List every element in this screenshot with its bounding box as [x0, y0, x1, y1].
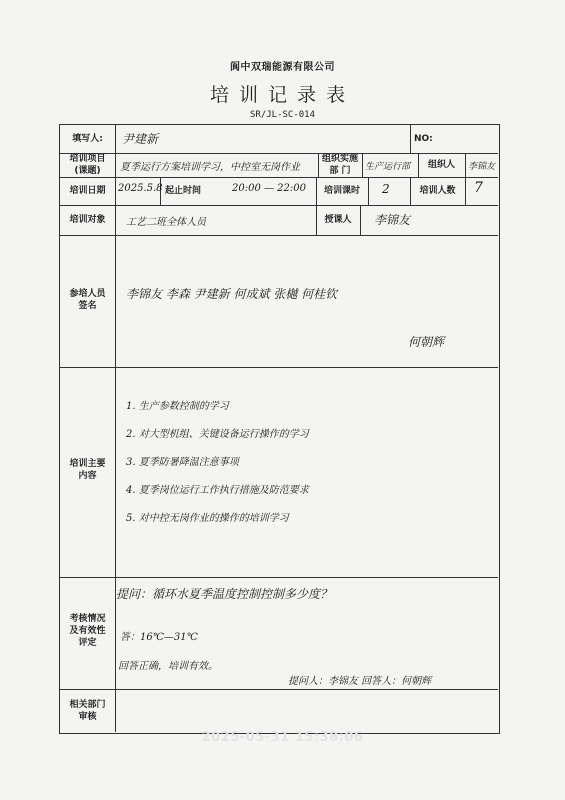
training-record-form: [59, 124, 500, 734]
qa-people-text: 提问人：李锦友 回答人：何朝辉: [288, 676, 432, 687]
lecturer-label: 授课人: [324, 215, 352, 225]
organizer-dept-value: 生产运行部: [365, 162, 411, 172]
content-item-5: 5. 对中控无岗作业的操作的培训学习: [126, 513, 289, 524]
date-value: 2025.5.8: [118, 183, 163, 194]
assessment-label: 考核情况 及有效性 评定: [69, 614, 106, 648]
form-code: SR/JL-SC-014: [249, 110, 316, 120]
company-name: 阆中双瑞能源有限公司: [230, 62, 335, 73]
time-range-value: 20:00 — 22:00: [232, 183, 306, 194]
attendees-line-1: 李锦友 李森 尹建新 何成斌 张樾 何桂钦: [126, 287, 338, 301]
filler-label: 填写人:: [72, 134, 103, 144]
content-item-4: 4. 夏季岗位运行工作执行措施及防范要求: [126, 485, 309, 496]
hours-label: 培训课时: [323, 186, 360, 196]
form-title: 培训记录表: [209, 84, 355, 106]
count-label: 培训人数: [419, 186, 456, 196]
content-item-2: 2. 对大型机组、关键设备运行操作的学习: [126, 429, 309, 440]
dept-review-label: 相关部门 审核: [69, 700, 106, 722]
no-label: NO:: [414, 134, 433, 144]
hours-value: 2: [382, 182, 390, 196]
content-item-3: 3. 夏季防暑降温注意事项: [126, 457, 239, 468]
content-item-1: 1. 生产参数控制的学习: [126, 401, 229, 412]
target-label: 培训对象: [69, 215, 106, 225]
scan-timestamp: 2025-05-31 15:38:06: [201, 730, 364, 745]
filler-name: 尹建新: [122, 132, 159, 146]
date-label: 培训日期: [69, 186, 106, 196]
answer-text: 答：16℃—31℃: [120, 632, 198, 643]
evaluation-text: 回答正确，培训有效。: [118, 661, 218, 672]
project-value: 夏季运行方案培训学习，中控室无岗作业: [120, 162, 300, 173]
question-text: 提问：循环水夏季温度控制控制多少度？: [116, 587, 333, 601]
target-value: 工艺二班全体人员: [126, 217, 206, 228]
lecturer-value: 李锦友: [374, 213, 411, 227]
organizer-person-label: 组织人: [427, 160, 455, 170]
end-time-label: 起止时间: [164, 186, 201, 196]
project-label: 培训项目 (课题): [69, 154, 106, 176]
content-label: 培训主要 内容: [69, 459, 106, 481]
count-value: 7: [474, 180, 483, 196]
organizer-dept-label: 组织实施 部 门: [321, 154, 358, 176]
attendees-line-2: 何朝辉: [408, 335, 445, 349]
organizer-person-value: 李锦友: [468, 162, 496, 172]
attendees-label: 参培人员 签名: [69, 289, 106, 311]
